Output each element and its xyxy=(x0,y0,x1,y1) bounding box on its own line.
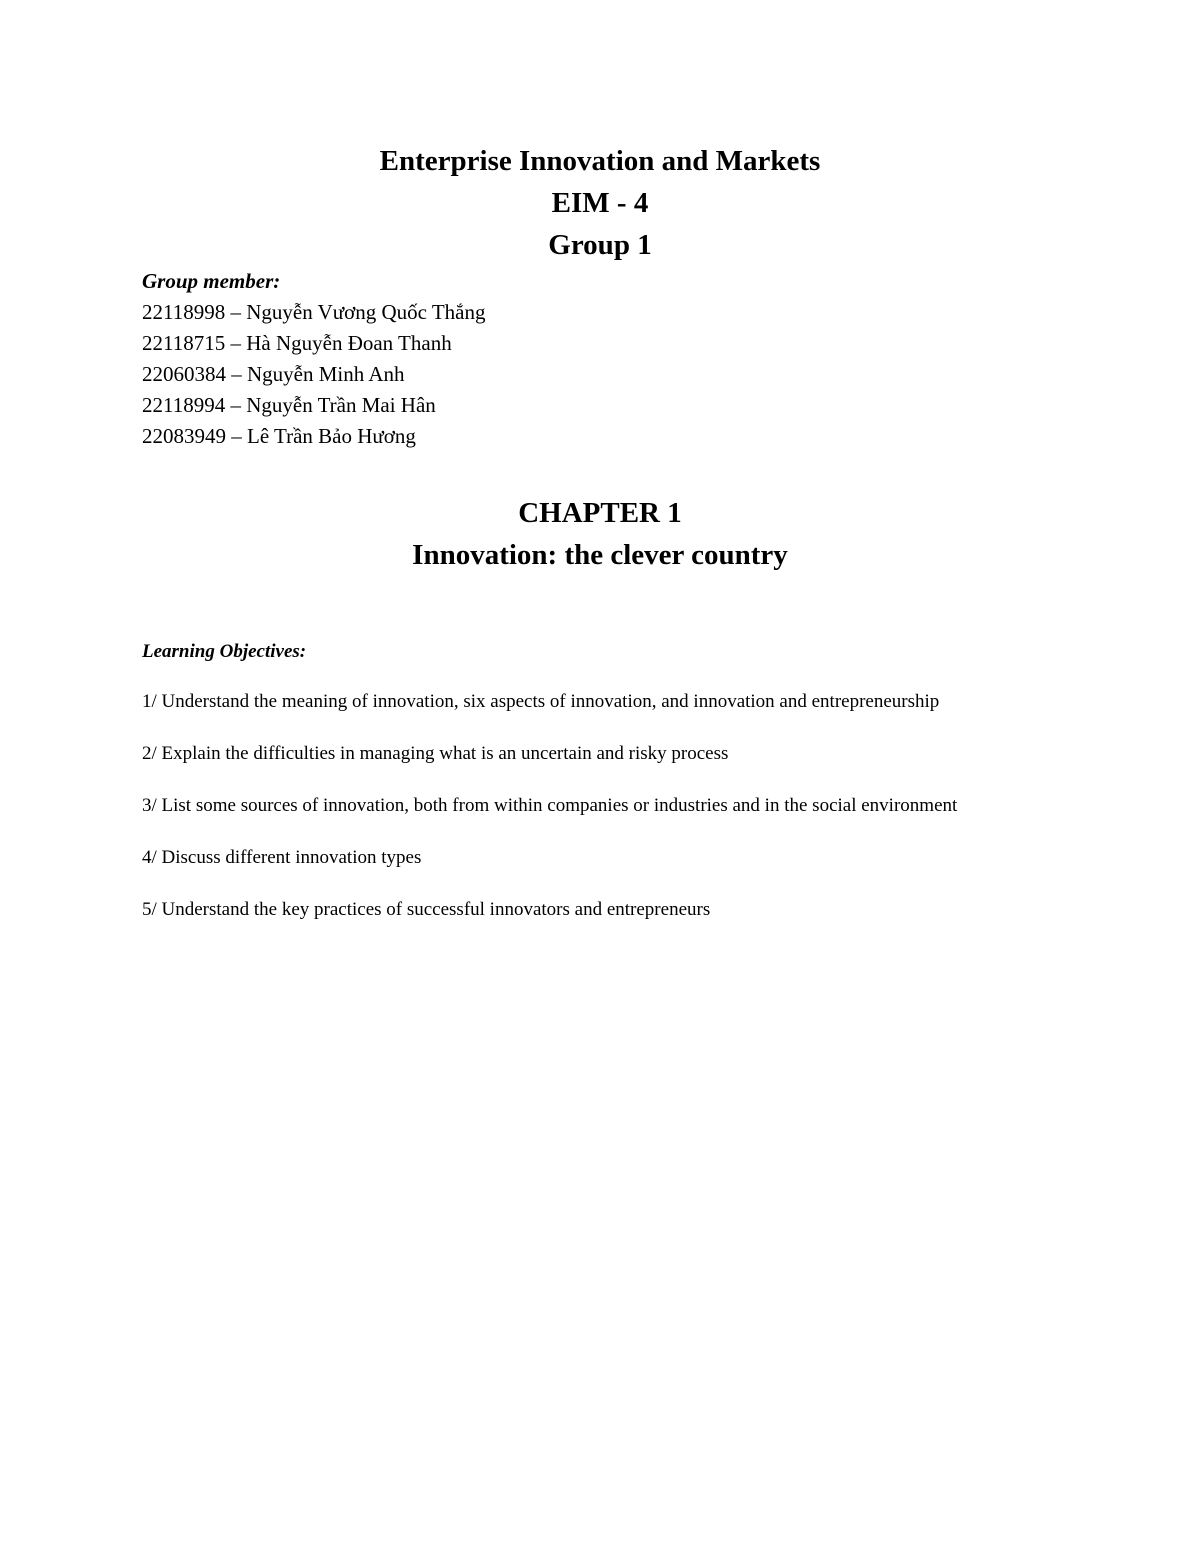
member-row: 22060384 – Nguyễn Minh Anh xyxy=(142,362,405,386)
course-code: EIM - 4 xyxy=(551,187,649,219)
chapter-heading-block xyxy=(0,492,1200,576)
course-title: Enterprise Innovation and Markets xyxy=(379,145,821,177)
objective-item: 2/ Explain the difficulties in managing what is an uncertain and risky process xyxy=(142,743,729,764)
member-row: 22118994 – Nguyễn Trần Mai Hân xyxy=(142,393,436,417)
chapter-label: CHAPTER 1 xyxy=(518,497,682,529)
objective-item: 4/ Discuss different innovation types xyxy=(142,847,422,868)
objective-item: 3/ List some sources of innovation, both from within companies or industries and in the social environment xyxy=(142,795,958,816)
learning-objectives-heading: Learning Objectives: xyxy=(142,641,307,662)
chapter-title: Innovation: the clever country xyxy=(412,539,788,571)
group-members-heading: Group member: xyxy=(142,269,281,293)
member-row: 22118715 – Hà Nguyễn Đoan Thanh xyxy=(142,331,452,355)
objective-item: 5/ Understand the key practices of successful innovators and entrepreneurs xyxy=(142,899,711,920)
member-row: 22083949 – Lê Trần Bảo Hương xyxy=(142,424,416,448)
member-row: 22118998 – Nguyễn Vương Quốc Thắng xyxy=(142,300,486,324)
group-name: Group 1 xyxy=(548,229,652,261)
document-title-block xyxy=(0,140,1200,266)
group-members-section xyxy=(142,266,486,452)
objective-item: 1/ Understand the meaning of innovation, six aspects of innovation, and innovation and entrepreneurship xyxy=(142,691,940,712)
learning-objectives-section xyxy=(142,640,1062,950)
